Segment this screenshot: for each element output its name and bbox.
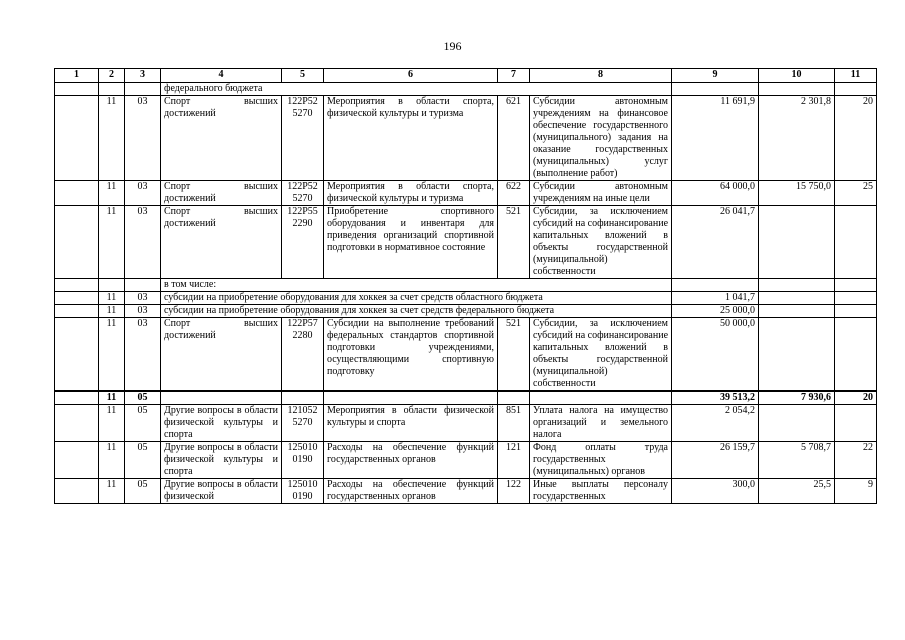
- column-header: 8: [530, 69, 672, 83]
- expense-type-name: Субсидии автономным учреждениям на иные цели: [530, 181, 672, 206]
- budget-table: [54, 68, 877, 504]
- amount-actual: 5 708,7: [759, 442, 835, 479]
- target-article: 122Р52 5270: [282, 96, 324, 181]
- percent: [835, 292, 877, 305]
- target-article: 125010 0190: [282, 442, 324, 479]
- subtotal-plan: 39 513,2: [672, 391, 759, 405]
- subsidy-detail: субсидии на приобретение оборудования для хоккея за счет средств федерального бюджета: [161, 305, 672, 318]
- table-row: [55, 83, 877, 96]
- percent: [835, 305, 877, 318]
- subsidy-detail: субсидии на приобретение оборудования для хоккея за счет средств областного бюджета: [161, 292, 672, 305]
- expense-name: Приобретение спортивного оборудования и инвентаря для приведения организаций спортивной подготовки в нормативное состояние: [324, 206, 498, 279]
- column-header: 1: [55, 69, 99, 83]
- amount-actual: [759, 318, 835, 392]
- amount-plan: 26 041,7: [672, 206, 759, 279]
- expense-type-name: Уплата налога на имущество организаций и земельного налога: [530, 405, 672, 442]
- column-header: 2: [99, 69, 125, 83]
- including-label: в том числе:: [161, 279, 672, 292]
- expense-name: Субсидии на выполнение требований федеральных стандартов спортивной подготовки учреждениями, осуществляющими спортивную подготовку: [324, 318, 498, 392]
- section-code: 11: [99, 391, 125, 405]
- subsection-code: 03: [125, 96, 161, 181]
- section-code: 11: [99, 206, 125, 279]
- table-row: [55, 206, 877, 279]
- expense-type-code: 851: [498, 405, 530, 442]
- column-header: 7: [498, 69, 530, 83]
- expense-name: Расходы на обеспечение функций государственных органов: [324, 442, 498, 479]
- percent: [835, 405, 877, 442]
- amount-plan: 25 000,0: [672, 305, 759, 318]
- expense-type-code: 622: [498, 181, 530, 206]
- target-article: 121052 5270: [282, 405, 324, 442]
- percent: 9: [835, 479, 877, 504]
- expense-type-name: Фонд оплаты труда государственных (муниципальных) органов: [530, 442, 672, 479]
- amount-actual: 2 301,8: [759, 96, 835, 181]
- column-header: 9: [672, 69, 759, 83]
- table-row: [55, 479, 877, 504]
- subsection-code: 05: [125, 442, 161, 479]
- amount-actual: [759, 292, 835, 305]
- column-header: 11: [835, 69, 877, 83]
- column-header: 4: [161, 69, 282, 83]
- table-row: [55, 279, 877, 292]
- expense-type-name: Субсидии, за исключением субсидий на софинансирование капитальных вложений в объекты государственной (муниципальной) собственности: [530, 206, 672, 279]
- subsection-code: 03: [125, 206, 161, 279]
- subsection-code: 03: [125, 181, 161, 206]
- amount-actual: 15 750,0: [759, 181, 835, 206]
- subtotal-row: [55, 391, 877, 405]
- expense-type-code: 621: [498, 96, 530, 181]
- table-row: [55, 405, 877, 442]
- amount-actual: [759, 305, 835, 318]
- subsection-code: 03: [125, 292, 161, 305]
- expense-name: Мероприятия в области спорта, физической культуры и туризма: [324, 181, 498, 206]
- subsection-code: 05: [125, 405, 161, 442]
- section-code: 11: [99, 442, 125, 479]
- expense-name: Расходы на обеспечение функций государственных органов: [324, 479, 498, 504]
- column-header: 6: [324, 69, 498, 83]
- expense-type-name: Иные выплаты персоналу государственных: [530, 479, 672, 504]
- column-header: 10: [759, 69, 835, 83]
- expense-type-code: 521: [498, 318, 530, 392]
- table-row: [55, 292, 877, 305]
- table-row: [55, 96, 877, 181]
- amount-plan: 300,0: [672, 479, 759, 504]
- expense-type-code: 122: [498, 479, 530, 504]
- section-code: 11: [99, 181, 125, 206]
- section-code: 11: [99, 318, 125, 392]
- column-number-row: [55, 69, 877, 83]
- column-header: 5: [282, 69, 324, 83]
- subsection-name: Спорт высших достижений: [161, 318, 282, 392]
- subtotal-percent: 20: [835, 391, 877, 405]
- expense-type-code: 121: [498, 442, 530, 479]
- amount-plan: 1 041,7: [672, 292, 759, 305]
- section-code: 11: [99, 305, 125, 318]
- target-article: 122Р52 5270: [282, 181, 324, 206]
- amount-plan: 26 159,7: [672, 442, 759, 479]
- percent: 22: [835, 442, 877, 479]
- amount-plan: 50 000,0: [672, 318, 759, 392]
- section-code: 11: [99, 405, 125, 442]
- percent: [835, 206, 877, 279]
- page-number: 196: [443, 39, 462, 53]
- subsection-name: Другие вопросы в области физической: [161, 479, 282, 504]
- amount-plan: 64 000,0: [672, 181, 759, 206]
- subsection-name: Спорт высших достижений: [161, 181, 282, 206]
- subsection-code: 03: [125, 305, 161, 318]
- subsection-name: Спорт высших достижений: [161, 96, 282, 181]
- subsection-name: Спорт высших достижений: [161, 206, 282, 279]
- subtotal-actual: 7 930,6: [759, 391, 835, 405]
- table-row: [55, 305, 877, 318]
- amount-actual: [759, 206, 835, 279]
- percent: 25: [835, 181, 877, 206]
- table-row: [55, 442, 877, 479]
- expense-type-name: Субсидии, за исключением субсидий на софинансирование капитальных вложений в объекты государственной (муниципальной) собственности: [530, 318, 672, 392]
- subsection-name: Другие вопросы в области физической культуры и спорта: [161, 442, 282, 479]
- section-code: 11: [99, 479, 125, 504]
- amount-actual: [759, 405, 835, 442]
- subsection-name: Другие вопросы в области физической культуры и спорта: [161, 405, 282, 442]
- expense-type-code: 521: [498, 206, 530, 279]
- amount-plan: 2 054,2: [672, 405, 759, 442]
- amount-plan: 11 691,9: [672, 96, 759, 181]
- section-code: 11: [99, 292, 125, 305]
- target-article: 125010 0190: [282, 479, 324, 504]
- table-row: [55, 318, 877, 392]
- subsection-code: 05: [125, 391, 161, 405]
- subsection-code: 05: [125, 479, 161, 504]
- expense-name: Мероприятия в области физической культуры и спорта: [324, 405, 498, 442]
- percent: [835, 318, 877, 392]
- amount-actual: 25,5: [759, 479, 835, 504]
- continuation-text: федерального бюджета: [161, 83, 672, 96]
- section-code: 11: [99, 96, 125, 181]
- column-header: 3: [125, 69, 161, 83]
- target-article: 122Р57 2280: [282, 318, 324, 392]
- expense-type-name: Субсидии автономным учреждениям на финансовое обеспечение государственного (муниципального) задания на оказание государственных (муниципальных) услуг (выполнение работ): [530, 96, 672, 181]
- target-article: 122Р55 2290: [282, 206, 324, 279]
- expense-name: Мероприятия в области спорта, физической культуры и туризма: [324, 96, 498, 181]
- table-row: [55, 181, 877, 206]
- percent: 20: [835, 96, 877, 181]
- subsection-code: 03: [125, 318, 161, 392]
